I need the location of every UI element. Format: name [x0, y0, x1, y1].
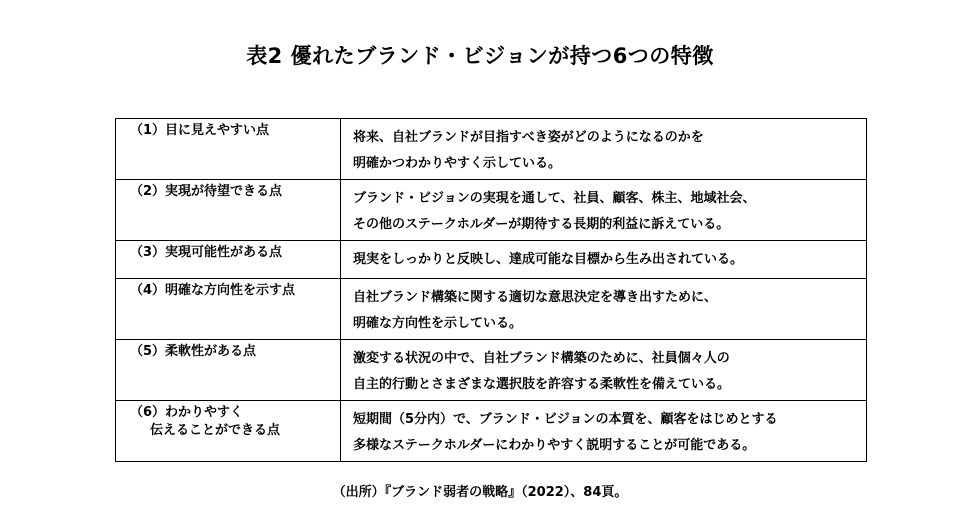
feature-point-label-line: （6）わかりやすく: [130, 405, 244, 420]
table-row: [116, 180, 867, 241]
feature-description-line: 現実をしっかりと反映し、達成可能な目標から生み出されている。: [353, 252, 744, 267]
feature-description-line: 激変する状況の中で、自社ブランド構築のために、社員個々人の: [353, 351, 730, 366]
table-row: [116, 401, 867, 462]
features-table: [115, 118, 867, 462]
feature-point-label: （5）柔軟性がある点: [130, 344, 257, 359]
feature-point-label: （3）実現可能性がある点: [130, 245, 283, 260]
feature-point-cell: [116, 241, 341, 279]
feature-description-line: ブランド・ビジョンの実現を通して、社員、顧客、株主、地域社会、: [353, 191, 756, 206]
table-row: [116, 279, 867, 340]
feature-description-line: 多様なステークホルダーにわかりやすく説明することが可能である。: [353, 438, 756, 453]
feature-description-cell: [341, 180, 867, 241]
table-row: [116, 340, 867, 401]
feature-point-cell: [116, 180, 341, 241]
feature-description-cell: [341, 241, 867, 279]
feature-point-label-line: 伝えることができる点: [150, 423, 281, 438]
feature-description-line: その他のステークホルダーが期待する長期的利益に訴えている。: [353, 217, 730, 232]
feature-description-line: 明確かつわかりやすく示している。: [353, 156, 562, 171]
feature-description-cell: [341, 340, 867, 401]
feature-description-cell: [341, 279, 867, 340]
feature-description-cell: [341, 119, 867, 180]
feature-point-cell: [116, 279, 341, 340]
feature-description-line: 明確な方向性を示している。: [353, 316, 523, 331]
feature-description-line: 短期間（5分内）で、ブランド・ビジョンの本質を、顧客をはじめとする: [353, 412, 778, 427]
table-title: 表2 優れたブランド・ビジョンが持つ6つの特徴: [246, 44, 714, 68]
feature-point-cell: [116, 340, 341, 401]
feature-description-cell: [341, 401, 867, 462]
table-row: [116, 119, 867, 180]
feature-point-label: （4）明確な方向性を示す点: [130, 283, 296, 298]
feature-description-line: 自主的行動とさまざまな選択肢を許容する柔軟性を備えている。: [353, 377, 731, 392]
feature-point-cell: [116, 119, 341, 180]
table-row: [116, 241, 867, 279]
feature-description-line: 自社ブランド構築に関する適切な意思決定を導き出すために、: [353, 290, 718, 305]
feature-description-line: 将来、自社ブランドが目指すべき姿がどのようになるのかを: [353, 130, 704, 145]
source-citation: （出所）『ブランド弱者の戦略』（2022）、84頁。: [332, 485, 628, 500]
feature-point-label: （2）実現が待望できる点: [130, 184, 283, 199]
feature-point-cell: [116, 401, 341, 462]
feature-point-label: （1）目に見えやすい点: [130, 123, 270, 138]
feature-point-label: [130, 401, 340, 440]
